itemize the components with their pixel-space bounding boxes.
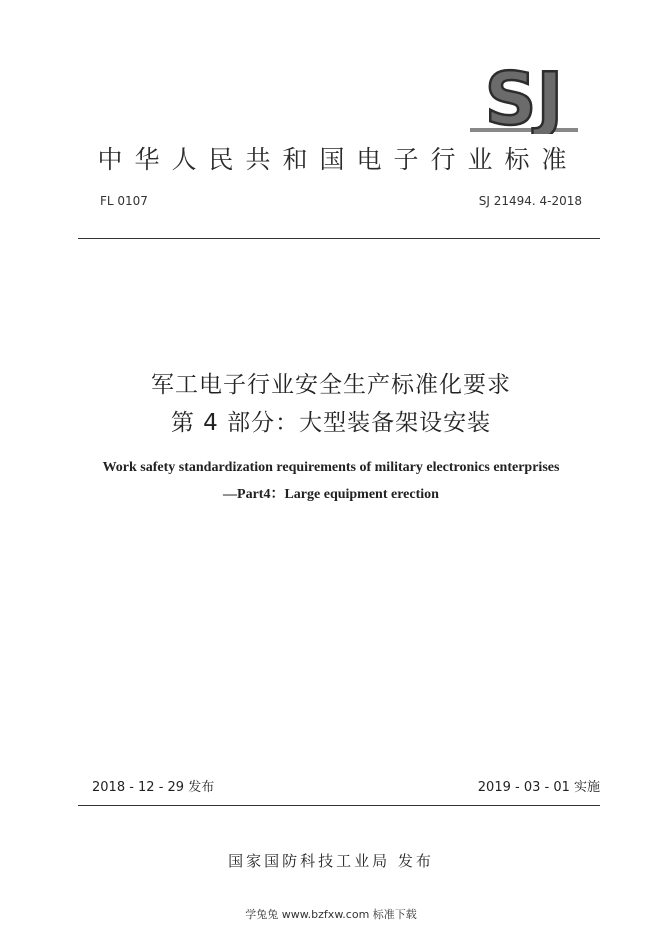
implementation-date: 2019 - 03 - 01 实施: [477, 780, 600, 795]
divider-top: [78, 238, 600, 239]
publisher: 国家国防科技工业局 发布: [228, 852, 434, 870]
fl-code: FL 0107: [100, 194, 148, 208]
title-chinese-line1: 军工电子行业安全生产标准化要求: [151, 372, 511, 398]
title-chinese-line2: 第 4 部分：大型装备架设安装: [170, 410, 492, 436]
divider-bottom: [78, 805, 600, 806]
issue-date: 2018 - 12 - 29 发布: [92, 780, 215, 795]
title-english-line1: Work safety standardization requirements of military electronics enterprises: [102, 460, 560, 475]
standard-number: SJ 21494. 4-2018: [478, 194, 582, 208]
svg-text:SJ: SJ: [484, 62, 564, 134]
standard-category-title: 中华人民共和国电子行业标准: [97, 145, 579, 174]
footer-watermark: 学兔兔 www.bzfxw.com 标准下载: [245, 908, 417, 921]
sj-logo-graphic: [470, 62, 578, 134]
title-english-line2: —Part4：Large equipment erection: [223, 487, 439, 502]
sj-logo: [470, 62, 578, 134]
